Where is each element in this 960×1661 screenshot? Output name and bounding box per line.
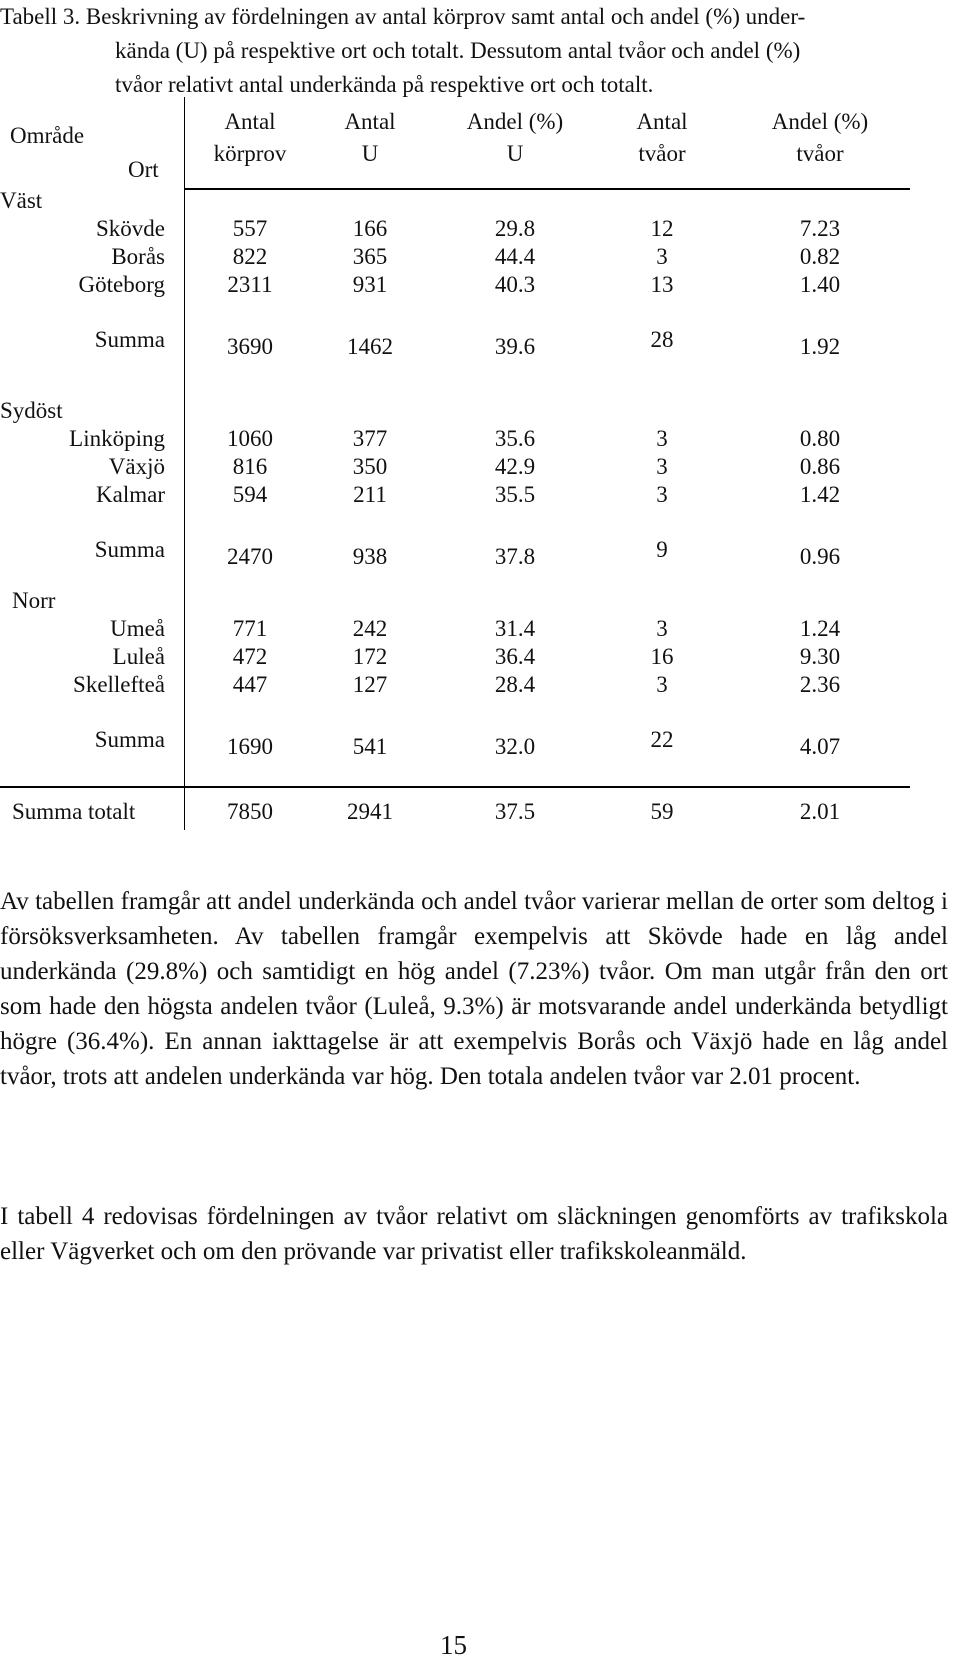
header-andel-u-2: U <box>506 141 524 166</box>
ort-label: Borås <box>111 244 165 269</box>
total-andel-u: 37.5 <box>494 799 536 824</box>
antal-tvaor-value: 3 <box>656 616 668 641</box>
header-antal-u-2: U <box>361 141 379 166</box>
antal-tvaor-value: 13 <box>650 272 674 297</box>
andel-u-value: 42.9 <box>494 454 536 479</box>
table-caption <box>0 0 948 102</box>
body-paragraph-2: I tabell 4 redovisas fördelningen av tvåor relativt om släckningen genomförts av trafikskola eller Vägverket och om den prövande var privatist eller trafikskoleanmäld. <box>0 1203 948 1265</box>
summa-andel-u: 32.0 <box>494 734 536 759</box>
ort-label: Skellefteå <box>73 672 165 697</box>
total-andel-tvaor: 2.01 <box>799 799 841 824</box>
antal-tvaor-value: 3 <box>656 426 668 451</box>
andel-tvaor-value: 0.82 <box>799 244 841 269</box>
ort-label: Kalmar <box>96 482 165 507</box>
andel-u-value: 35.6 <box>494 426 536 451</box>
korprov-value: 822 <box>232 244 268 269</box>
summa-andel-u: 37.8 <box>494 544 536 569</box>
korprov-value: 1060 <box>227 426 273 451</box>
antal-u-value: 211 <box>353 482 387 507</box>
antal-u-value: 172 <box>352 644 388 669</box>
header-omrade: Område <box>10 123 85 148</box>
summa-andel-tvaor: 1.92 <box>799 334 841 359</box>
andel-u-value: 36.4 <box>494 644 536 669</box>
antal-tvaor-value: 3 <box>656 482 668 507</box>
summa-antal-u: 1462 <box>347 334 393 359</box>
antal-u-value: 931 <box>352 272 388 297</box>
korprov-value: 557 <box>232 216 268 241</box>
korprov-value: 771 <box>232 616 268 641</box>
summa-antal-tvaor: 28 <box>650 327 674 352</box>
summa-korprov: 1690 <box>227 734 273 759</box>
header-korprov-1: Antal <box>224 109 276 134</box>
antal-tvaor-value: 16 <box>650 644 674 669</box>
korprov-value: 816 <box>232 454 268 479</box>
andel-u-value: 28.4 <box>494 672 536 697</box>
caption-line-1: Tabell 3. Beskrivning av fördelningen av antal körprov samt antal och andel (%) under- <box>0 4 806 29</box>
antal-u-value: 350 <box>352 454 388 479</box>
region-name: Sydöst <box>0 398 63 423</box>
summa-antal-tvaor: 9 <box>656 537 668 562</box>
antal-u-value: 166 <box>352 216 388 241</box>
andel-u-value: 40.3 <box>494 272 536 297</box>
summa-andel-u: 39.6 <box>494 334 536 359</box>
caption-line-3: tvåor relativt antal underkända på respektive ort och totalt. <box>115 72 654 97</box>
region-name: Väst <box>0 188 43 213</box>
summa-andel-tvaor: 0.96 <box>799 544 841 569</box>
ort-label: Linköping <box>69 426 165 451</box>
andel-u-value: 44.4 <box>494 244 536 269</box>
antal-u-value: 127 <box>352 672 388 697</box>
ort-label: Umeå <box>110 616 165 641</box>
andel-tvaor-value: 2.36 <box>799 672 841 697</box>
korprov-value: 2311 <box>227 272 273 297</box>
page-number: 15 <box>440 1630 467 1660</box>
summa-antal-tvaor: 22 <box>650 727 674 752</box>
total-antal-u: 2941 <box>347 799 393 824</box>
antal-u-value: 365 <box>352 244 388 269</box>
total-label: Summa totalt <box>12 799 136 824</box>
header-korprov-2: körprov <box>213 141 287 166</box>
korprov-value: 472 <box>232 644 268 669</box>
header-antal-tvaor-2: tvåor <box>638 141 686 166</box>
body-paragraph-1: Av tabellen framgår att andel underkända och andel tvåor varierar mellan de orter som deltog i försöksverksamheten. Av tabellen framgår exempelvis att Skövde hade en låg andel underkända (29.8%) och samtidigt en hög andel (7.23%) tvåor. Om man utgår från den ort som hade den högsta andelen tvåor (Luleå, 9.3%) är motsvarande andel underkända betydligt högre (36.4%). En annan iakttagelse är att exempelvis Borås och Växjö hade en låg andel tvåor, trots att andelen underkända var hög. Den totala andelen tvåor var 2.01 procent. <box>0 888 948 1090</box>
summa-korprov: 3690 <box>227 334 273 359</box>
antal-tvaor-value: 12 <box>650 216 674 241</box>
antal-tvaor-value: 3 <box>656 454 668 479</box>
andel-tvaor-value: 1.42 <box>799 482 841 507</box>
total-rule <box>0 786 910 788</box>
summa-label: Summa <box>94 727 165 752</box>
summa-antal-u: 938 <box>352 544 388 569</box>
caption-line-2: kända (U) på respektive ort och totalt. Dessutom antal tvåor och andel (%) <box>115 38 801 63</box>
region-name: Norr <box>12 588 56 613</box>
ort-label: Göteborg <box>78 272 165 297</box>
header-andel-u-1: Andel (%) <box>466 109 564 134</box>
total-korprov: 7850 <box>227 799 273 824</box>
andel-tvaor-value: 1.40 <box>799 272 841 297</box>
andel-tvaor-value: 9.30 <box>799 644 841 669</box>
ort-label: Luleå <box>112 644 165 669</box>
summa-label: Summa <box>94 537 165 562</box>
korprov-value: 447 <box>232 672 268 697</box>
antal-tvaor-value: 3 <box>656 672 668 697</box>
andel-tvaor-value: 1.24 <box>799 616 841 641</box>
andel-tvaor-value: 0.80 <box>799 426 841 451</box>
header-andel-tvaor-2: tvåor <box>796 141 844 166</box>
antal-u-value: 242 <box>352 616 388 641</box>
andel-u-value: 31.4 <box>494 616 536 641</box>
summa-antal-u: 541 <box>352 734 388 759</box>
header-rule <box>184 188 910 190</box>
antal-tvaor-value: 3 <box>656 244 668 269</box>
antal-u-value: 377 <box>352 426 388 451</box>
andel-u-value: 35.5 <box>494 482 536 507</box>
summa-korprov: 2470 <box>227 544 273 569</box>
andel-tvaor-value: 7.23 <box>799 216 841 241</box>
header-antal-tvaor-1: Antal <box>636 109 688 134</box>
summa-label: Summa <box>94 327 165 352</box>
total-antal-tvaor: 59 <box>650 799 674 824</box>
korprov-value: 594 <box>232 482 268 507</box>
ort-label: Skövde <box>96 216 165 241</box>
header-andel-tvaor-1: Andel (%) <box>771 109 869 134</box>
andel-tvaor-value: 0.86 <box>799 454 841 479</box>
andel-u-value: 29.8 <box>494 216 536 241</box>
summa-andel-tvaor: 4.07 <box>799 734 841 759</box>
header-ort: Ort <box>128 157 159 182</box>
header-antal-u-1: Antal <box>344 109 396 134</box>
table-vertical-rule <box>184 97 185 830</box>
ort-label: Växjö <box>108 454 165 479</box>
